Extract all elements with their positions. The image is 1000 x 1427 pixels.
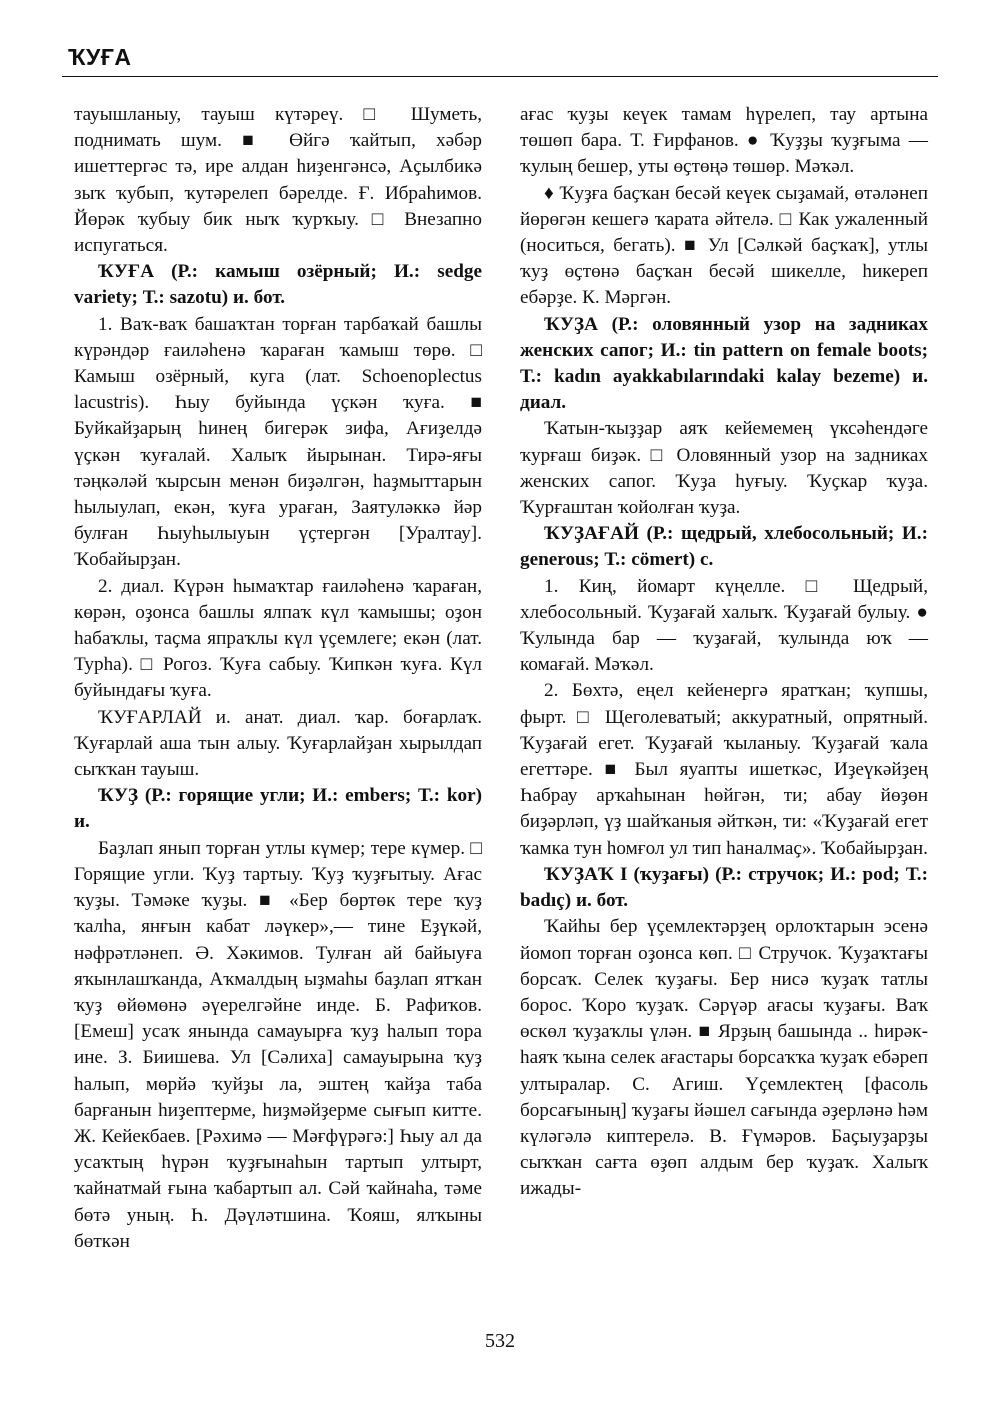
entry-paragraph: ҠУҒАРЛАЙ и. анат. диал. ҡар. боғарлаҡ. Ҡуғарлай аша тын алыу. Ҡуғарлайҙан хырылдап сыҡҡан тауыш. [74, 706, 482, 781]
entry-headword: ҠУҘА (Р.: оловянный узор на задниках женских сапог; И.: tin pattern on female boots; Т.: kadın ayakkabılarındaki kalay bezeme) и. диал. [520, 313, 928, 414]
definition-paragraph: Ҡайһы бер үҫемлектәрҙең орлоҡтарын эсенә йомоп торған оҙонса көп. □ Стручок. Ҡуҙаҡтағы борсаҡ. Селек ҡуҙағы. Бер нисә ҡуҙаҡ татлы борос. Ҡоро ҡуҙаҡ. Сәрүәр ағасы ҡуҙағы. Ваҡ өскөл ҡуҙаҡлы үлән. ■ Ярҙың башында .. һирәк-һаяҡ ҡына селек ағастары борсаҡҡа ҡуҙаҡ ебәреп ултыралар. С. Агиш. Үҫемлектең [фасоль борсағының] ҡуҙағы йәшел сағында әҙерләнә һәм күләгәлә киптерелә. В. Ғүмәров. Баҫыуҙарҙы сыҡҡан сағта өҙөп алдым бер ҡуҙаҡ. Халыҡ ижады- [520, 916, 928, 1200]
running-header [62, 40, 938, 77]
entry-headword: ҠУҘАҠ I (ҡуҙағы) (Р.: стручок; И.: pod; Т.: badıç) и. бот. [520, 863, 928, 912]
idiom-paragraph: ♦ Ҡуҙға баҫҡан бесәй кеүек сыҙамай, өтәләнеп йөрөгән кешегә ҡарата әйтелә. □ Как ужаленный (носиться, бегать). ■ Ул [Сәлкәй баҫҡаҡ], утлы ҡуҙ өҫтөнә баҫҡан бесәй шикелле, һикереп ебәрҙе. К. Мәргән. [520, 182, 928, 309]
page-number: 532 [485, 1330, 515, 1352]
header-title: ҠУҒА [68, 44, 132, 70]
left-column [74, 102, 482, 1255]
sense-paragraph: 1. Ваҡ-ваҡ башаҡтан торған тарбаҡай башлы күрәндәр ғаиләһенә ҡараған ҡамыш төрө. □ Камыш озёрный, куга (лат. Schoenoplectus lacustris). Һыу буйында үҫкән ҡуға. ■ Буйкайҙарың һинең бигерәк зифа, Ағиҙелдә үҫкән ҡуғалай. Халыҡ йырынан. Тирә-яғы тәңкәләй ҡырсын менән биҙәлгән, һаҙмыттарын һылыулап, екән, ҡуға ураған, Заятуләккә йәр булған Һыуһылыуын үҫтергән [Уралтау]. Ҡобайырҙан. [74, 313, 482, 571]
sense-paragraph: 2. диал. Күрән һымаҡтар ғаиләһенә ҡараған, көрән, оҙонса башлы ялпаҡ күл ҡамышы; оҙон һабаҡлы, таҫма япраҡлы күл үҫемлеге; екән (лат. Typha). □ Рогоз. Ҡуға сабыу. Ҡипкән ҡуға. Күл буйындағы ҡуға. [74, 575, 482, 702]
entry-headword: ҠУҒА (Р.: камыш озёрный; И.: sedge variety; Т.: sazotu) и. бот. [74, 261, 482, 309]
sense-paragraph: 1. Киң, йомарт күңелле. □ Щедрый, хлебосольный. Ҡуҙағай халыҡ. Ҡуҙағай булыу. ● Ҡулында бар — ҡуҙағай, ҡулында юҡ — комағай. Мәҡәл. [520, 575, 928, 676]
entry-headword: ҠУҘ (Р.: горящие угли; И.: embers; Т.: kor) и. [74, 785, 482, 833]
entry-headword: ҠУҘАҒАЙ (Р.: щедрый, хлебосольный; И.: generous; Т.: cömert) с. [520, 523, 928, 571]
entry-paragraph: ағас ҡуҙы кеүек тамам һүрелеп, тау артына төшөп бара. Т. Ғирфанов. ● Ҡуҙҙы ҡуҙғыма — ҡулың бешер, уты өҫтөңә төшөр. Мәҡәл. [520, 104, 928, 178]
entry-paragraph: тауышланыу, тауыш күтәреү. □ Шуметь, поднимать шум. ■ Өйгә ҡайтып, хәбәр ишеттергәс тә, ире алдан һиҙенгәнсә, Аҫылбикә зыҡ ҡубып, ҡутәрелеп бәрелде. Ғ. Ибраһимов. Йөрәк ҡубыу бик ныҡ ҡурҡыу. □ Внезапно испугаться. [74, 104, 482, 257]
definition-paragraph: Баҙлап янып торған утлы күмер; тере күмер. □ Горящие угли. Ҡуҙ тартыу. Ҡуҙ ҡуҙғытыу. Ағас ҡуҙы. Тәмәке ҡуҙы. ■ «Бер бөртөк тере ҡуҙ ҡалһа, янғын кабат ләүкер»,— тине Еҙүкәй, нәфрәтләнеп. Ә. Хәкимов. Тулған ай байыуға яҡынлашҡанда, Аҡмалдың ыҙмаһы баҙлап ятҡан ҡуҙ өйөмөнә әүерелгәйне инде. Б. Рафиҡов. [Емеш] усаҡ янында самауырға ҡуҙ һалып тора ине. З. Биишева. Ул [Сәлиха] самауырына ҡуҙ һалып, мөрйә ҡуйҙы ла, эштең ҡайҙа таба барғанын һиҙептерме, һиҙмәйҙерме сығып китте. Ж. Кейекбаев. [Рәхимә — Мәғфүрәгә:] Һыу ал да усаҡтың һүрән ҡуҙғынаһын тартып ултырт, ҡайнатмай ғына ҡабартып ал. Сәй ҡайнаһа, тәме бөтә уның. Һ. Дәүләтшина. Ҡояш, ялҡыны бөткән [74, 837, 482, 1252]
right-column [520, 102, 928, 1203]
definition-paragraph: Ҡатын-ҡыҙҙар аяҡ кейемемең үксәһендәге ҡурғаш биҙәк. □ Оловянный узор на задниках женских сапог. Ҡуҙа һуғыу. Ҡуҫкар ҡуҙа. Ҡурғаштан ҡойолған ҡуҙа. [520, 418, 928, 519]
sense-paragraph: 2. Бөхтә, еңел кейенергә яратҡан; ҡупшы, фырт. □ Щеголеватый; аккуратный, опрятный. Ҡуҙағай егет. Ҡуҙағай ҡыланыу. Ҡуҙағай ҡала егеттәре. ■ Был яуапты ишеткәс, Иҙеүкәйҙең Һабрау арҡаһынан һөйгән, ти; абау йөҙөн биҙәрләп, үҙ шайҡаныя әйткән, ти: «Ҡуҙағай егет ҡамка тун һомғол ул тип һаналмаҫ». Ҡобайырҙан. [520, 680, 928, 859]
